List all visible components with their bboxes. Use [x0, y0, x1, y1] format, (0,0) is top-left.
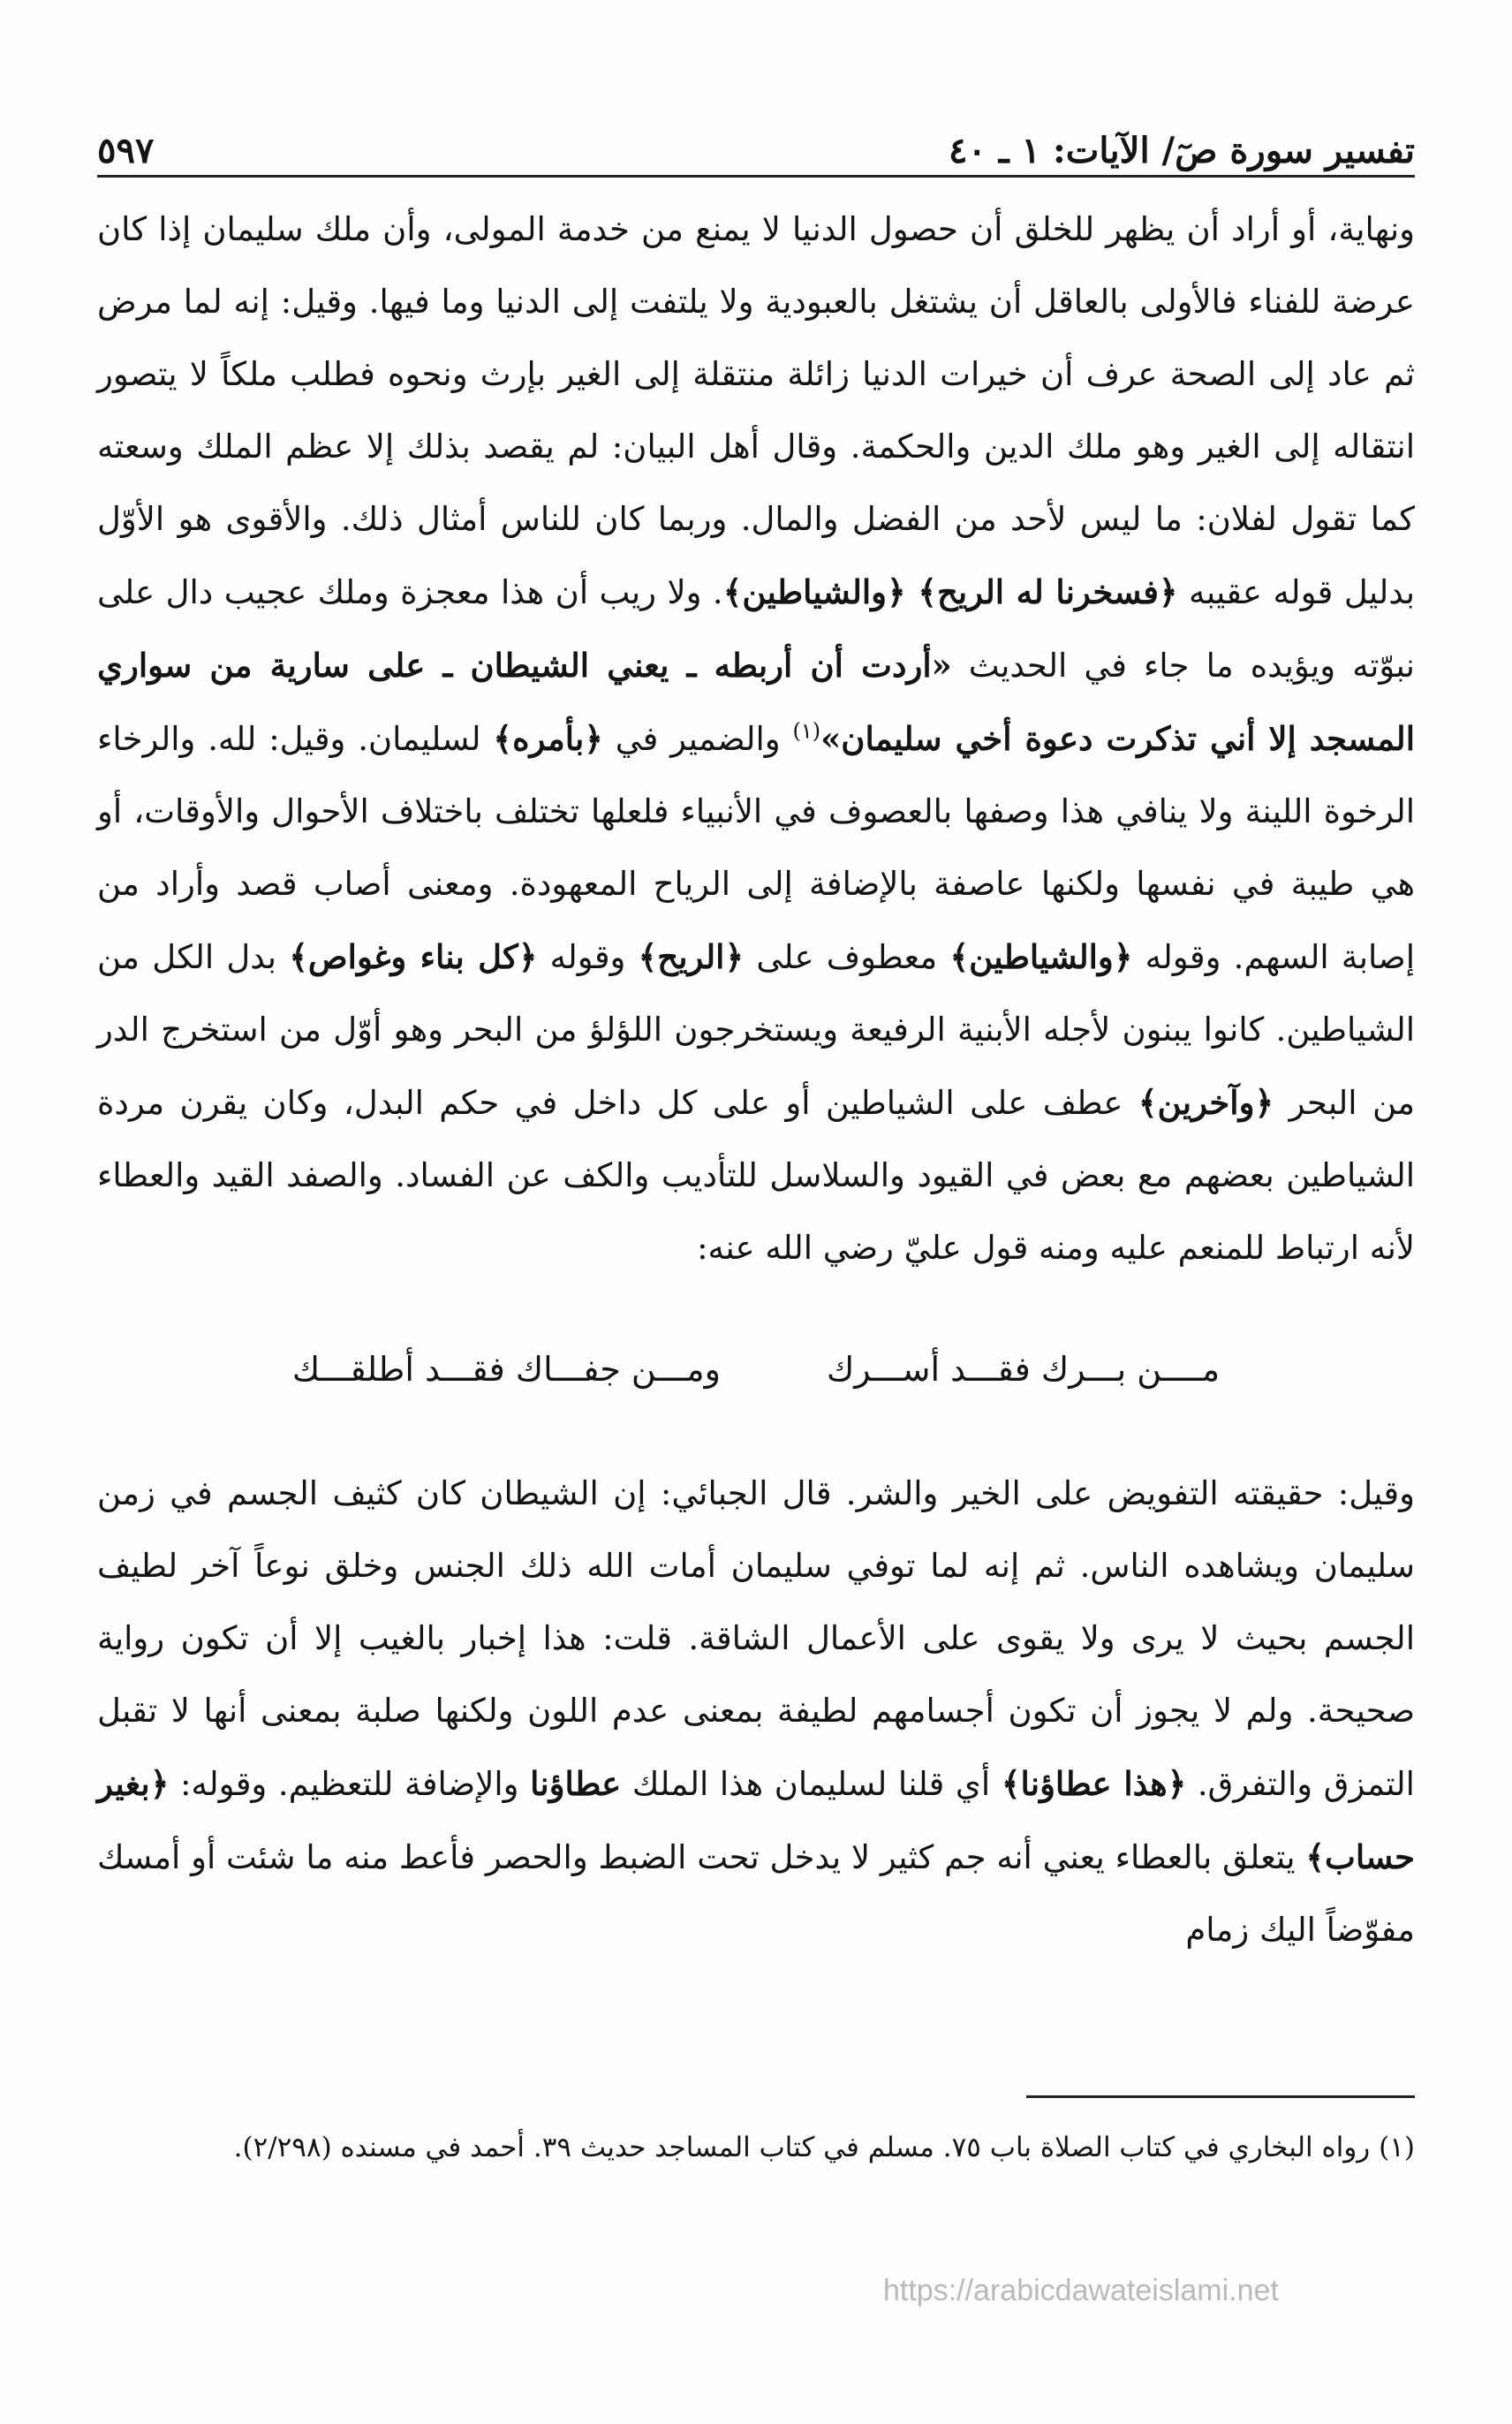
text-run: وقيل: حقيقته التفويض على الخير والشر. قال الجبائي: إن الشيطان كان كثيف الجسم في زمن سليمان ويشاهده الناس. ثم إنه لما توفي سليمان أمات الله ذلك الجنس وخلق نوعاً آخر لطيف الجسم بحيث لا يرى ولا يقوى على الأعمال الشاقة. قلت: هذا إخبار بالغيب إلا أن تكون رواية صحيحة. ولم لا يجوز أن تكون أجسامهم لطيفة بمعنى عدم اللون ولكنها صلبة بمعنى أنها لا تقبل التمزق والتفرق.: [97, 1474, 1415, 1803]
text-run: والإضافة للتعظيم. وقوله:: [169, 1765, 531, 1803]
footnote-marker: (١): [792, 718, 821, 744]
text-run: لسليمان. وقيل: لله. والرخاء الرخوة اللينة ولا ينافي هذا وصفها بالعصوف في الأنبياء فلعلها تختلف باختلاف الأحوال والأوقات، أو هي طيبة في نفسها ولكنها عاصفة بالإضافة إلى الرياح المعهودة. ومعنى أصاب قصد وأراد من إصابة السهم. وقوله: [97, 720, 1415, 976]
text-run: ونهاية، أو أراد أن يظهر للخلق أن حصول الدنيا لا يمنع من خدمة المولى، وأن ملك سليمان إذا كان عرضة للفناء فالأولى بالعاقل أن يشتغل بالعبودية ولا يلتفت إلى الدنيا وما فيها. وقيل: إنه لما مرض ثم عاد إلى الصحة عرف أن خيرات الدنيا زائلة منتقلة إلى الغير بإرث ونحوه فطلب ملكاً لا يتصور انتقاله إلى الغير وهو ملك الدين والحكمة. وقال أهل البيان: لم يقصد بذلك إلا عظم الملك وسعته كما تقول لفلان: ما ليس لأحد من الفضل والمال. وربما كان للناس أمثال ذلك. والأقوى هو الأوّل بدليل قوله عقيبه: [97, 210, 1415, 611]
page-number: ٥٩٧: [97, 130, 155, 171]
quran-quote: ﴿فسخرنا له الريح﴾ ﴿والشياطين﴾: [722, 572, 1178, 611]
running-header: [97, 104, 1415, 171]
watermark-url: https://arabicdawateislami.net: [883, 2274, 1279, 2307]
emphasis-word: عطاؤنا: [530, 1764, 622, 1803]
hadith-quote: «أردت أن أربطه ـ يعني الشيطان ـ على سارية من سواري المسجد إلا أني تذكرت دعوة أخي سليمان»: [97, 646, 1415, 758]
page: [97, 104, 1415, 1966]
text-run: عطف على الشياطين أو على كل داخل في حكم البدل، وكان يقرن مردة الشياطين بعضهم مع بعض في القيود والسلاسل للتأديب والكف عن الفساد. والصفد القيد والعطاء لأنه ارتباط للمنعم عليه ومنه قول عليّ رضي الله عنه:: [97, 1084, 1415, 1267]
text-run: والضمير في: [602, 720, 793, 758]
text-run: . ولا ريب أن هذا معجزة وملك عجيب دال على نبوّته ويؤيده ما جاء في الحديث: [97, 573, 1415, 685]
text-run: يتعلق بالعطاء يعني أنه جم كثير لا يدخل تحت الضبط والحصر فأعط منه ما شئت أو أمسك مفوّضاً اليك زمام: [97, 1838, 1415, 1949]
verse-hemistich-left: ومـــن جفـــاك فقـــد أطلقـــك: [291, 1350, 721, 1389]
text-run: وقوله: [537, 938, 639, 976]
quran-quote: ﴿وآخرين﴾: [1138, 1083, 1274, 1122]
header-rule: [97, 175, 1415, 178]
body-text: [97, 193, 1415, 1966]
quran-quote: ﴿بأمره﴾: [493, 719, 603, 758]
text-run: معطوف على: [744, 938, 950, 976]
verse-hemistich-right: مــــن بـــرك فقـــد أســـرك: [826, 1350, 1221, 1389]
poetry-verse: [97, 1307, 1415, 1431]
paragraph: [97, 193, 1415, 1284]
quran-quote: ﴿الريح﴾: [638, 937, 745, 976]
running-title: تفسير سورة صٓ/ الآيات: ١ ـ ٤٠: [948, 130, 1415, 171]
paragraph: [97, 1458, 1415, 1966]
quran-quote: ﴿كل بناء وغواص﴾: [289, 937, 538, 976]
text-run: بدل الكل من الشياطين. كانوا يبنون لأجله الأبنية الرفيعة ويستخرجون اللؤلؤ من البحر وهو أوّل من استخرج الدر من البحر: [97, 938, 1415, 1122]
quran-quote: ﴿هذا عطاؤنا﴾: [1001, 1764, 1187, 1803]
quran-quote: ﴿والشياطين﴾: [949, 937, 1133, 976]
footnote: (١) رواه البخاري في كتاب الصلاة باب ٧٥. مسلم في كتاب المساجد حديث ٣٩. أحمد في مسنده (٢/٢٩٨).: [233, 2132, 1415, 2163]
quran-quote: ﴿بغير حساب﴾: [97, 1764, 1415, 1876]
text-run: أي قلنا لسليمان هذا الملك: [621, 1765, 1002, 1803]
footnote-rule: [1026, 2095, 1415, 2098]
